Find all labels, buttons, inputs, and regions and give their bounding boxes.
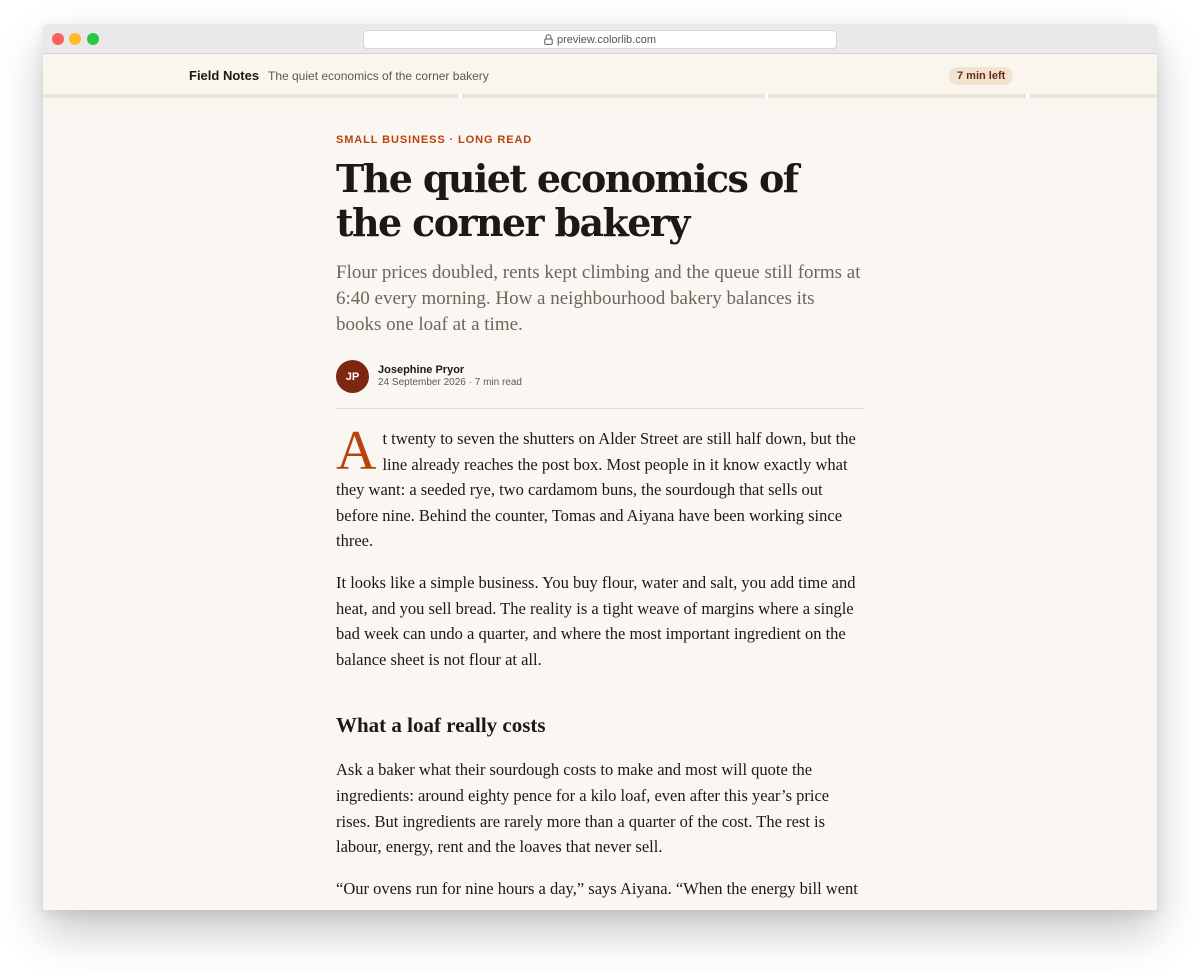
close-window-button[interactable] (52, 33, 64, 45)
time-left-badge: 7 min left (949, 67, 1013, 85)
paragraph-text: t twenty to seven the shutters on Alder Street are still half down, but the line already reaches the post box. Most people in it know exactly what they want: a seeded rye, two cardamom buns, the sourdough that sells out before nine. Behind the counter, Tomas and Aiyana have been working since three. (336, 429, 856, 551)
progress-separator (459, 94, 462, 98)
article-dek: Flour prices doubled, rents kept climbing and the queue still forms at 6:40 every morning. How a neighbourhood bakery balances its books one loaf at a time. (336, 262, 861, 335)
article-paragraph: “Our ovens run for nine hours a day,” says Aiyana. “When the energy bill went (336, 878, 858, 898)
avatar[interactable]: JP (336, 360, 369, 393)
section-heading: What a loaf really costs (336, 713, 546, 738)
author-name[interactable]: Josephine Pryor (378, 364, 465, 376)
article-paragraph: It looks like a simple business. You buy flour, water and salt, you add time and heat, and you sell bread. The reality is a tight weave of margins where a single bad week can undo a quarter, and where the most important ingredient on the balance sheet is not flour at all. (336, 572, 856, 669)
lock-icon (544, 34, 553, 45)
site-topbar (43, 54, 1157, 98)
browser-window (43, 24, 1157, 910)
progress-separator (765, 94, 768, 98)
article-paragraph: Ask a baker what their sourdough costs to make and most will quote the ingredients: around eighty pence for a kilo loaf, even after this year’s price rises. But ingredients are rarely more than a quarter of the cost. The rest is labour, energy, rent and the loaves that never sell. (336, 760, 830, 857)
minimize-window-button[interactable] (69, 33, 81, 45)
address-url: preview.colorlib.com (556, 33, 657, 46)
article-paragraph (336, 420, 864, 554)
browser-titlebar (43, 24, 1157, 54)
progress-separator (1026, 94, 1029, 98)
drop-cap: A (336, 420, 377, 482)
divider (336, 408, 864, 409)
article-kicker: SMALL BUSINESS · LONG READ (336, 134, 533, 146)
address-bar[interactable] (363, 30, 837, 49)
article-meta: 24 September 2026 · 7 min read (378, 377, 522, 388)
reading-progress-bar (43, 94, 1157, 98)
zoom-window-button[interactable] (87, 33, 99, 45)
article (336, 134, 864, 901)
article-headline: The quiet economics of the corner bakery (336, 156, 798, 245)
site-name[interactable]: Field Notes (189, 68, 260, 83)
byline (336, 360, 864, 394)
topbar-article-title: The quiet economics of the corner bakery (268, 69, 489, 83)
